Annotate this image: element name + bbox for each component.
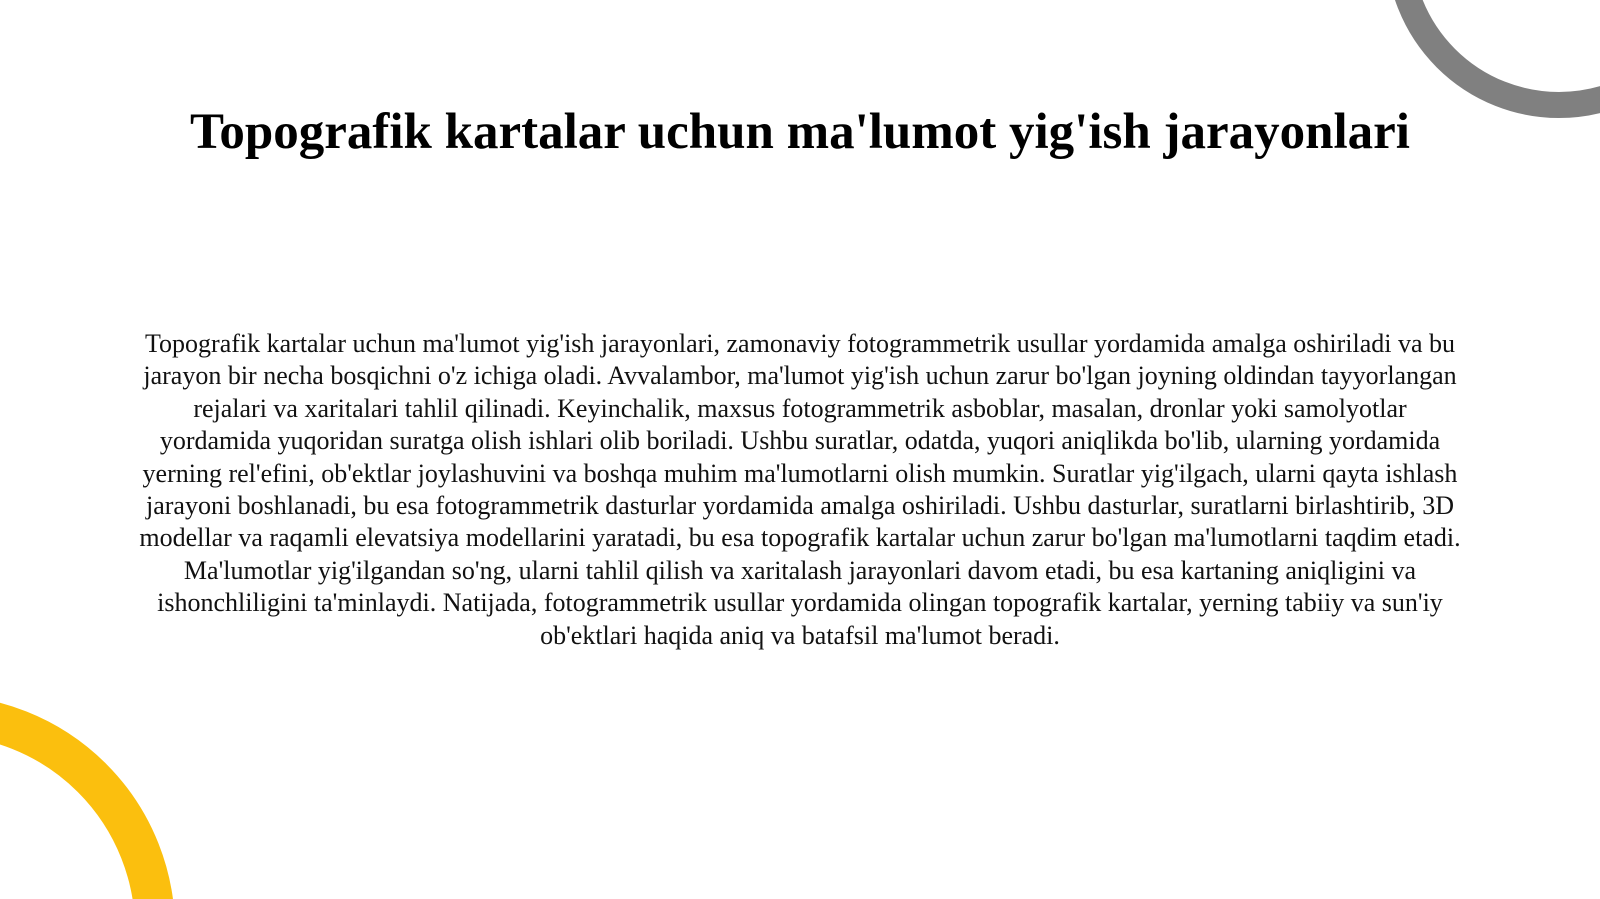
yellow-arc-decoration [0,690,180,899]
slide-title: Topografik kartalar uchun ma'lumot yig'ish jarayonlari [190,104,1410,160]
slide-body-text: Topografik kartalar uchun ma'lumot yig'ish jarayonlari, zamonaviy fotogrammetrik usullar yordamida amalga oshiriladi va bu jarayon bir necha bosqichni o'z ichiga oladi. Avvalambor, ma'lumot yig'ish uchun zarur bo'lgan joyning oldindan tayyorlangan rejalari va xaritalari tahlil qilinadi. Keyinchalik, maxsus fotogrammetrik asboblar, masalan, dronlar yoki samolyotlar yordamida yuqoridan suratga olish ishlari olib boriladi. Ushbu suratlar, odatda, yuqori aniqlikda bo'lib, ularning yordamida yerning rel'efini, ob'ektlar joylashuvini va boshqa muhim ma'lumotlarni olish mumkin. Suratlar yig'ilgach, ularni qayta ishlash jarayoni boshlanadi, bu esa fotogrammetrik dasturlar yordamida amalga oshiriladi. Ushbu dasturlar, suratlarni birlashtirib, 3D modellar va raqamli elevatsiya modellarini yaratadi, bu esa topografik kartalar uchun zarur bo'lgan ma'lumotlarni taqdim etadi. Ma'lumotlar yig'ilgandan so'ng, ularni tahlil qilish va xaritalash jarayonlari davom etadi, bu esa kartaning aniqligini va ishonchliligini ta'minlaydi. Natijada, fotogrammetrik usullar yordamida olingan topografik kartalar, yerning tabiiy va sun'iy ob'ektlari haqida aniq va batafsil ma'lumot beradi. [139,329,1461,650]
